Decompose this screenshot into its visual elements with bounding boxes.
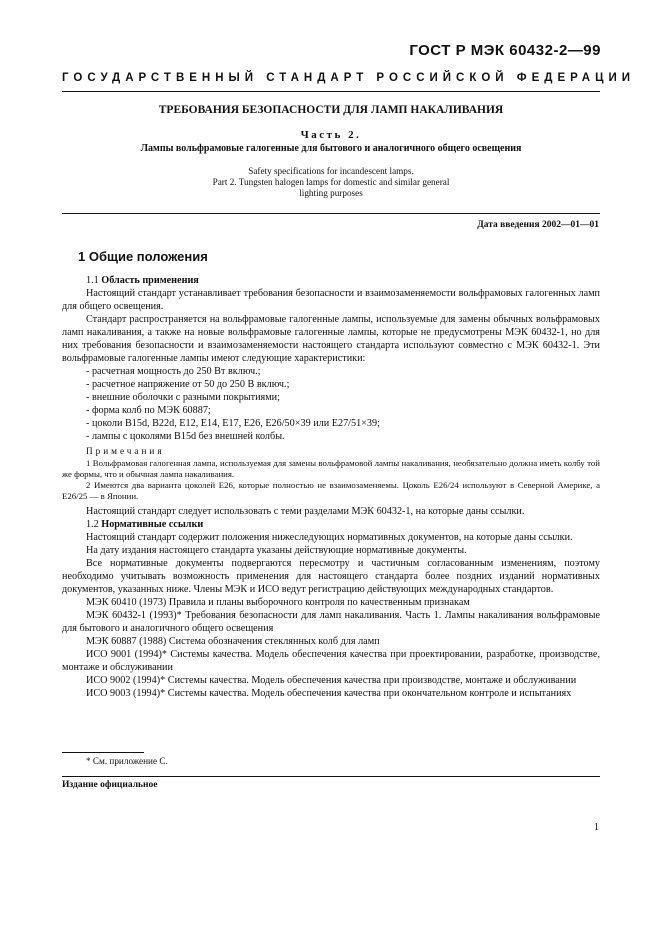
standard-subtitle: Лампы вольфрамовые галогенные для бытового и аналогичного общего освещения — [140, 143, 522, 154]
english-title-line: Part 2. Tungsten halogen lamps for domestic and similar general — [212, 177, 450, 187]
list-item: - расчетная мощность до 250 Вт включ.; — [86, 366, 261, 377]
english-title-line: Safety specifications for incandescent lamps. — [248, 166, 414, 176]
page-number: 1 — [593, 822, 599, 833]
official-edition-label: Издание официальное — [62, 780, 158, 790]
document-body — [62, 274, 600, 700]
english-title — [62, 166, 600, 199]
list-item: - форма колб по МЭК 60887; — [86, 405, 211, 416]
list-item: - внешние оболочки с разными покрытиями; — [86, 392, 280, 403]
paragraph: Все нормативные документы подвергаются пересмотру и частичным согласованным изменениям, поэтому необходимо учитывать возможность применения для настоящего стандарта более поздних изданий нормативных документов, указанных ниже. Члены МЭК и ИСО ведут регистрацию действующих международных стандартов. — [62, 558, 600, 595]
subsection-title: Нормативные ссылки — [101, 519, 204, 530]
subsection-heading — [62, 518, 600, 531]
paragraph: Настоящий стандарт следует использовать с теми разделами МЭК 60432-1, на которые даны ссылки. — [86, 506, 525, 517]
footnote: * См. приложение С. — [86, 756, 168, 766]
list-item: - лампы с цоколями B15d без внешней колбы. — [86, 431, 285, 442]
reference-item: МЭК 60410 (1973) Правила и планы выборочного контроля по качественным признакам — [86, 597, 470, 608]
top-divider — [62, 91, 600, 92]
subsection-number: 1.2 — [86, 519, 99, 530]
reference-item: ИСО 9001 (1994)* Системы качества. Модель обеспечения качества при проектировании, разработке, производстве, монтаже и обслуживании — [62, 649, 600, 673]
document-number: ГОСТ Р МЭК 60432-2—99 — [409, 42, 601, 59]
paragraph: Стандарт распространяется на вольфрамовые галогенные лампы, используемые для замены обычных вольфрамовых ламп накаливания, а также на новые вольфрамовые галогенные лампы, которые не предусмотрены МЭК 60432-1, но для них требования безопасности и взаимозаменяемости настоящего стандарта используют совместно с МЭК 60432-1. Эти вольфрамовые галогенные лампы имеют следующие характеристики: — [62, 314, 600, 364]
note-item: 2 Имеются два варианта цоколей E26, которые полностью не взаимозаменяемы. Цоколь E26/24 используют в Северной Америке, а E26/25 — в Японии. — [62, 480, 600, 501]
paragraph: На дату издания настоящего стандарта указаны действующие нормативные документы. — [86, 545, 467, 556]
footnote-divider — [62, 752, 144, 753]
bottom-divider — [62, 776, 600, 777]
reference-item: МЭК 60432-1 (1993)* Требования безопасности для ламп накаливания. Часть 1. Лампы накаливания вольфрамовые для бытового и аналогичного общего освещения — [62, 610, 600, 634]
list-item: - цоколи B15d, B22d, E12, E14, E17, E26, E26/50×39 или E27/51×39; — [86, 418, 380, 429]
introduction-date: Дата введения 2002—01—01 — [477, 220, 599, 230]
reference-item: МЭК 60887 (1988) Система обозначения стеклянных колб для ламп — [86, 636, 380, 647]
reference-item: ИСО 9002 (1994)* Системы качества. Модель обеспечения качества при производстве, монтаже и обслуживании — [86, 675, 577, 686]
part-label: Часть 2. — [300, 129, 362, 141]
reference-item: ИСО 9003 (1994)* Системы качества. Модель обеспечения качества при окончательном контроле и испытаниях — [86, 688, 572, 699]
state-standard-heading: ГОСУДАРСТВЕННЫЙ СТАНДАРТ РОССИЙСКОЙ ФЕДЕРАЦИИ — [62, 72, 636, 84]
paragraph: Настоящий стандарт устанавливает требования безопасности и взаимозаменяемости вольфрамовых галогенных ламп для общего освещения. — [62, 288, 600, 312]
notes-heading: Примечания — [86, 446, 165, 456]
note-item: 1 Вольфрамовая галогенная лампа, используемая для замены вольфрамовой лампы накаливания, необязательно должна иметь колбу той же формы, что и обычная лампа накаливания. — [62, 458, 600, 479]
english-title-line: lighting purposes — [299, 188, 363, 198]
standard-title: ТРЕБОВАНИЯ БЕЗОПАСНОСТИ ДЛЯ ЛАМП НАКАЛИВАНИЯ — [158, 104, 504, 116]
paragraph: Настоящий стандарт содержит положения нижеследующих нормативных документов, на которые даны ссылки. — [86, 532, 573, 543]
section-title: 1 Общие положения — [78, 249, 208, 264]
subsection-number: 1.1 — [86, 275, 99, 286]
list-item: - расчетное напряжение от 50 до 250 В включ.; — [86, 379, 290, 390]
subsection-title: Область применения — [101, 275, 199, 286]
title-divider — [62, 213, 600, 214]
subsection-heading — [62, 274, 600, 287]
